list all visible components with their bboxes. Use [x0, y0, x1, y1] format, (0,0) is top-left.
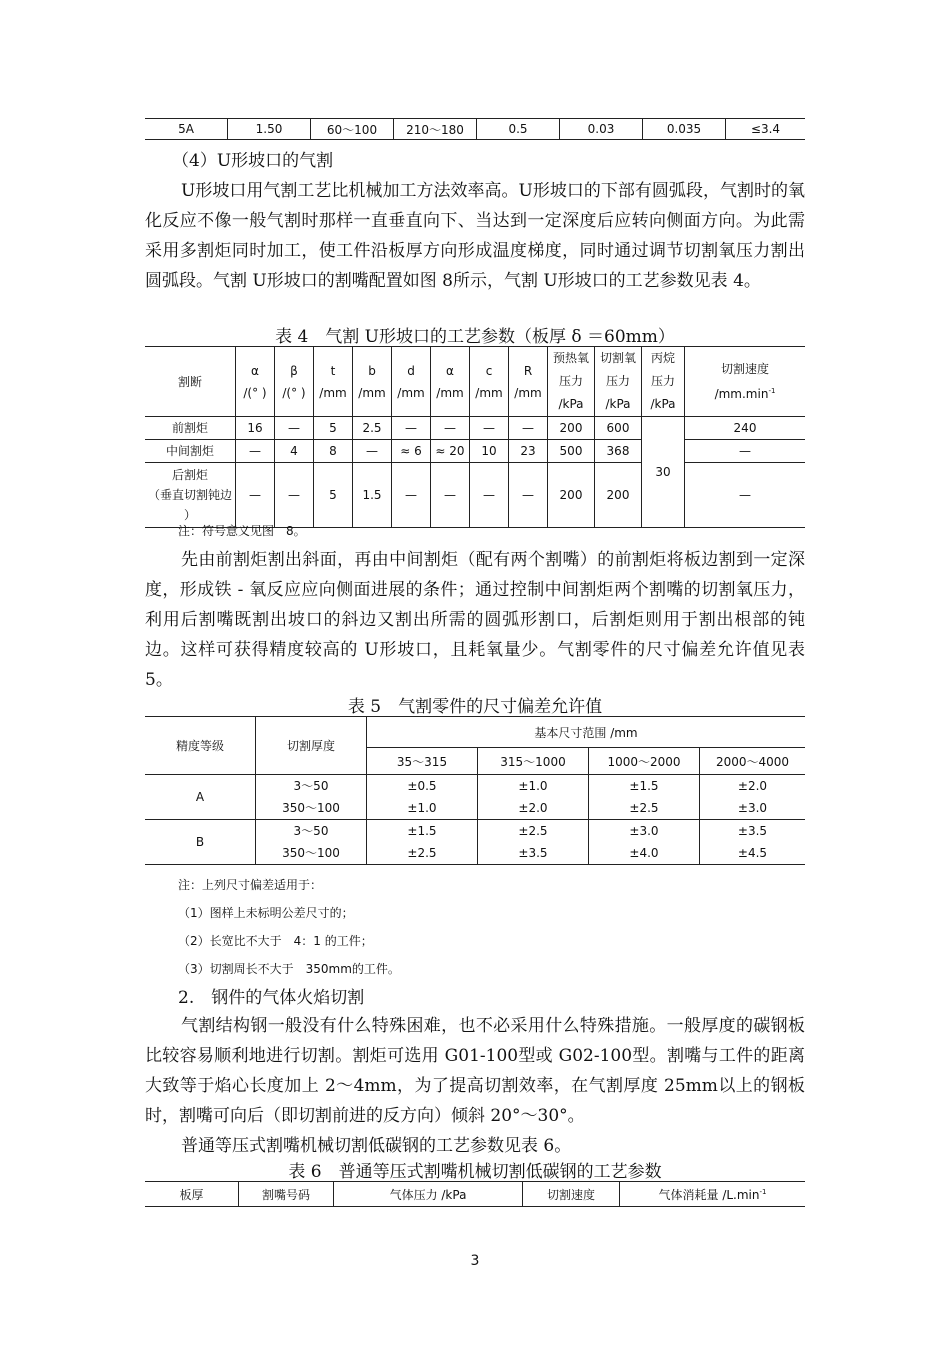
table-cell: 3～50 350～100: [256, 820, 367, 865]
table5-note: （3）切割周长不大于 350mm的工件。: [178, 962, 400, 976]
table-row: [145, 463, 805, 528]
table-cell: 1.50: [228, 119, 311, 140]
paragraph-3: [145, 1011, 805, 1161]
table-cell: 30: [642, 417, 685, 528]
paragraph-text: 气割结构钢一般没有什么特殊困难，也不必采用什么特殊措施。一般厚度的碳钢板比较容易顺利地进行切割。割炬可选用 G01-100型或 G02-100型。割嘴与工件的距离大致等于焰心长度加上 2～4mm，为了提高切割效率，在气割厚度 25mm以上的钢板时，割嘴可向后（即切割前进的反方向）倾斜 20°～30°。: [145, 1016, 805, 1126]
table-cell: ±1.0 ±2.0: [478, 775, 589, 820]
table-header: 35～315: [367, 748, 478, 775]
table-cell: 8: [314, 440, 353, 463]
table-header: 割断: [145, 347, 236, 417]
table-cell: 3～50 350～100: [256, 775, 367, 820]
paragraph-1: [145, 176, 805, 296]
table-header: 315～1000: [478, 748, 589, 775]
table4-caption: 表 4 气割 U形坡口的工艺参数（板厚 δ ＝60mm）: [275, 327, 675, 347]
table-header: 丙烷 压力 /kPa: [642, 347, 685, 417]
table-cell: B: [145, 820, 256, 865]
table-row: [145, 440, 805, 463]
table-cell: ±2.5 ±3.5: [478, 820, 589, 865]
page-number: 3: [470, 1253, 480, 1269]
table-cell: 前割炬: [145, 417, 236, 440]
paragraph-text: U形坡口用气割工艺比机械加工方法效率高。U形坡口的下部有圆弧段，气割时的氧化反应不像一般气割时那样一直垂直向下、当达到一定深度后应转向侧面方向。为此需采用多割炬同时加工，使工件沿板厚方向形成温度梯度，同时通过调节切割氧压力割出圆弧段。气割 U形坡口的割嘴配置如图 8所示，气割 U形坡口的工艺参数见表 4。: [145, 181, 805, 291]
table-header: 切割厚度: [256, 717, 367, 775]
table-cell: 10: [470, 440, 509, 463]
table-cell: ±1.5 ±2.5: [367, 820, 478, 865]
paragraph-text: 先由前割炬割出斜面，再由中间割炬（配有两个割嘴）的前割炬将板边割到一定深度，形成铁 - 氧反应应向侧面进展的条件；通过控制中间割炬两个割嘴的切割氧压力，利用后割嘴既割出坡口的斜边又割出所需的圆弧形割口，后割炬则用于割出根部的钝边。这样可获得精度较高的 U形坡口，且耗氧量少。气割零件的尺寸偏差允许值见表 5。: [145, 550, 805, 690]
table-cell: —: [431, 417, 470, 440]
table-cell: 5: [314, 417, 353, 440]
table-header: 割嘴号码: [239, 1182, 334, 1207]
table5-note: 注：上列尺寸偏差适用于：: [178, 878, 323, 892]
table-cell: ±3.0 ±4.0: [589, 820, 700, 865]
table-cell: 600: [595, 417, 642, 440]
table-header: c /mm: [470, 347, 509, 417]
table4-note: 注：符号意义见图 8。: [178, 524, 306, 538]
table-cell: —: [509, 417, 548, 440]
table-cell: 0.03: [560, 119, 643, 140]
table-cell: ≤3.4: [726, 119, 806, 140]
table-cell: 2.5: [353, 417, 392, 440]
table-cell: 0.5: [477, 119, 560, 140]
table-cell: —: [509, 463, 548, 528]
table-header: 预热氧 压力 /kPa: [548, 347, 595, 417]
table-row: [145, 775, 805, 820]
table4: [145, 346, 805, 528]
table6: [145, 1181, 805, 1207]
table-cell: —: [236, 440, 275, 463]
paragraph-2: [145, 545, 805, 695]
table-header: 1000～2000: [589, 748, 700, 775]
table-header: b /mm: [353, 347, 392, 417]
table-cell: —: [236, 463, 275, 528]
table-cell: 200: [595, 463, 642, 528]
table-cell: —: [275, 463, 314, 528]
table-header: 切割氧 压力 /kPa: [595, 347, 642, 417]
table-header: 气体消耗量 $/L.\min^{-1}$: [620, 1182, 806, 1207]
paragraph-text: 普通等压式割嘴机械切割低碳钢的工艺参数见表 6。: [181, 1136, 572, 1156]
table-cell: 240: [685, 417, 806, 440]
table-cell: —: [275, 417, 314, 440]
table-header: α /mm: [431, 347, 470, 417]
table6-caption: 表 6 普通等压式割嘴机械切割低碳钢的工艺参数: [288, 1162, 662, 1182]
table-cell: —: [685, 440, 806, 463]
table5: [145, 716, 805, 865]
table-cell: —: [392, 417, 431, 440]
table-cell: 1.5: [353, 463, 392, 528]
table-cell: 5A: [145, 119, 228, 140]
table-cell: 500: [548, 440, 595, 463]
table-header: α /(° ): [236, 347, 275, 417]
table-cell: —: [353, 440, 392, 463]
table-row: [145, 820, 805, 865]
table-header: 精度等级: [145, 717, 256, 775]
table-header: 基本尺寸范围 /mm: [367, 717, 806, 748]
section-heading: 2. 钢件的气体火焰切割: [178, 988, 365, 1008]
table-header: R /mm: [509, 347, 548, 417]
table-cell: ≈ 20: [431, 440, 470, 463]
table-cell: —: [392, 463, 431, 528]
table-cell: 23: [509, 440, 548, 463]
table3-row: [145, 118, 805, 140]
table-cell: 200: [548, 417, 595, 440]
table-cell: 60～100: [311, 119, 394, 140]
table5-note: （1）图样上未标明公差尺寸的；: [178, 906, 354, 920]
table-header: 2000～4000: [700, 748, 806, 775]
section-heading: （4）U形坡口的气割: [172, 151, 334, 171]
table-cell: ±2.0 ±3.0: [700, 775, 806, 820]
table5-note: （2）长宽比不大于 4：1 的工件；: [178, 934, 373, 948]
table-cell: ±0.5 ±1.0: [367, 775, 478, 820]
table-cell: —: [470, 463, 509, 528]
table-cell: ±3.5 ±4.5: [700, 820, 806, 865]
table-header: d /mm: [392, 347, 431, 417]
table-cell: 中间割炬: [145, 440, 236, 463]
table-cell: 368: [595, 440, 642, 463]
table-header: 切割速度 $/mm.\min^{-1}$: [685, 347, 806, 417]
table-cell: A: [145, 775, 256, 820]
table-header: 气体压力 /kPa: [334, 1182, 523, 1207]
table-header: β /(° ): [275, 347, 314, 417]
table5-caption: 表 5 气割零件的尺寸偏差允许值: [347, 697, 603, 717]
table-cell: ≈ 6: [392, 440, 431, 463]
table-cell: 4: [275, 440, 314, 463]
table-cell: 5: [314, 463, 353, 528]
table-header: t /mm: [314, 347, 353, 417]
table-cell: —: [470, 417, 509, 440]
table-row: [145, 417, 805, 440]
table-cell: 200: [548, 463, 595, 528]
table-cell: 0.035: [643, 119, 726, 140]
table-cell: 后割炬 （垂直切割钝边 ）: [145, 463, 236, 528]
table-header: 切割速度: [523, 1182, 620, 1207]
table-header: 板厚: [145, 1182, 239, 1207]
table-cell: —: [685, 463, 806, 528]
table-cell: ±1.5 ±2.5: [589, 775, 700, 820]
table-cell: 210～180: [394, 119, 477, 140]
table-cell: 16: [236, 417, 275, 440]
table-cell: —: [431, 463, 470, 528]
